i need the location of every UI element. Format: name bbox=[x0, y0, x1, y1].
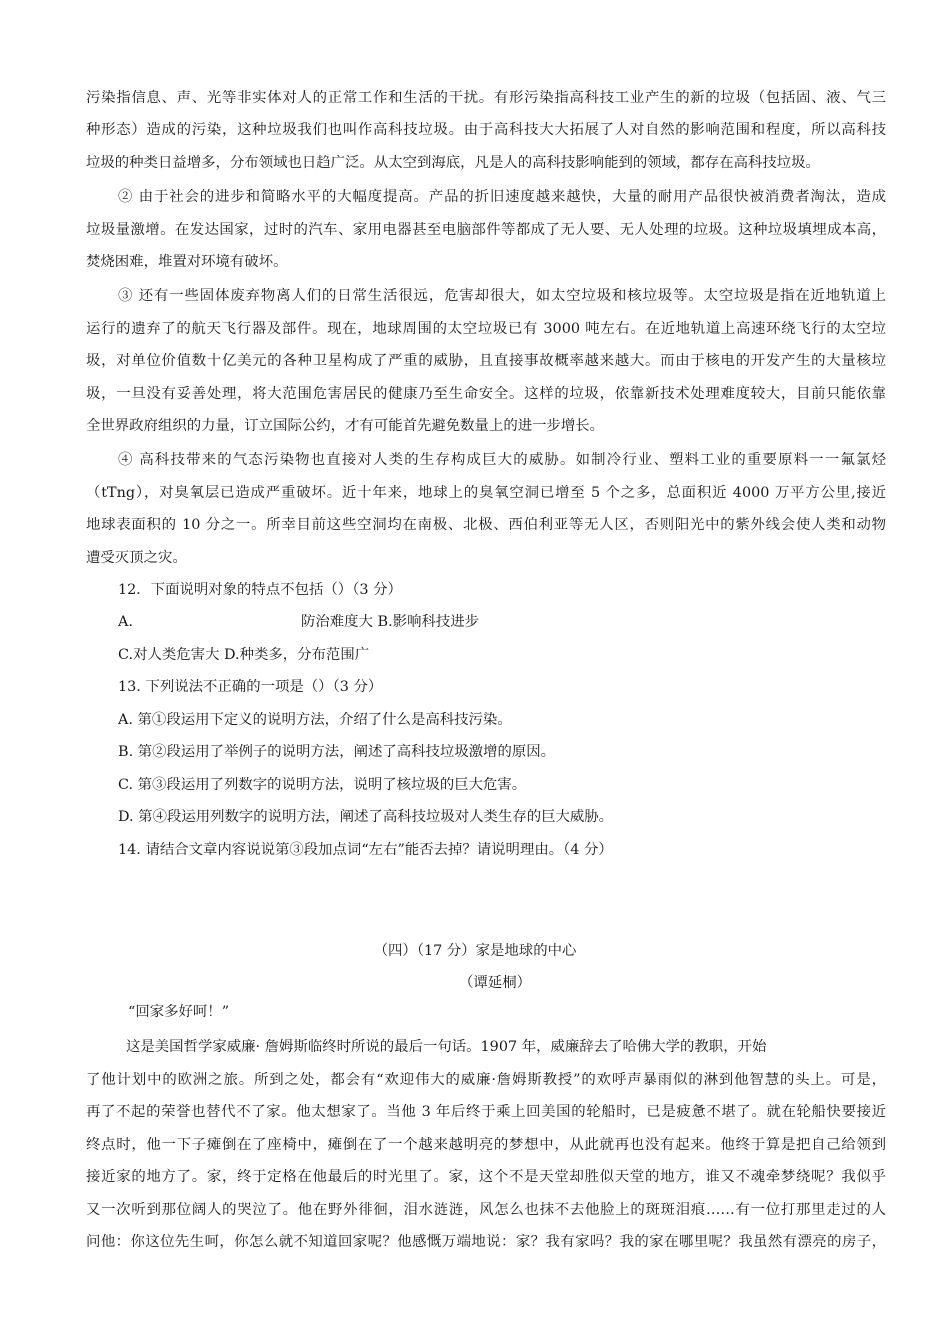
question-13-option-d: D. 第④段运用列数字的说明方法，阐述了高科技垃圾对人类生存的巨大威胁。 bbox=[118, 809, 614, 825]
para2-line-3: 焚烧困难，堆置对环境有破坏。 bbox=[86, 254, 288, 270]
section-4-body-line-3: 终点时，他一下子瘫倒在了座椅中，瘫倒在了一个越来越明亮的梦想中，从此就再也没有起来。他终于算是把自己给领到 bbox=[86, 1137, 886, 1153]
para3-line-5: 全世界政府组织的力量，订立国际公约，才有可能首先避免数量上的进一步增长。 bbox=[86, 418, 605, 434]
question-12-option-a-b: 防治难度大 B.影响科技进步 bbox=[301, 614, 480, 630]
section-4-title: （四）（17 分）家是地球的中心 bbox=[373, 943, 577, 959]
question-14-stem: 14. 请结合文章内容说说第③段加点词“左右”能否去掉？请说明理由。（4 分） bbox=[118, 842, 613, 858]
para3-line-1: ③ 还有一些固体废弃物离人们的日常生活很远，危害却很大，如太空垃圾和核垃圾等。太空垃圾是指在近地轨道上 bbox=[118, 288, 886, 304]
section-4-first-line: 这是美国哲学家威廉· 詹姆斯临终时所说的最后一句话。1907 年，威廉辞去了哈佛大学的教职，开始 bbox=[126, 1039, 767, 1055]
section-4-body-line-6: 问他：你这位先生呵，你怎么就不知道回家呢？他感慨万端地说：家？我有家吗？我的家在哪里呢？我虽然有漂亮的房子， bbox=[86, 1234, 886, 1250]
question-12-options-ab bbox=[118, 612, 618, 632]
section-4-body-line-5: 又一次听到那位阔人的哭泣了。他在野外徘徊，泪水涟涟，风怎么也抹不去他脸上的斑斑泪痕……有一位打那里走过的人 bbox=[86, 1202, 886, 1218]
para3-line-4: 圾，一旦没有妥善处理，将大范围危害居民的健康乃至生命安全。这样的垃圾，依靠新技术处理难度较大，目前只能依靠 bbox=[86, 386, 886, 402]
section-4-body-line-4: 接近家的地方了。家，终于定格在他最后的时光里了。家，这个不是天堂却胜似天堂的地方，谁又不魂牵梦绕呢？我似乎 bbox=[86, 1169, 886, 1185]
intro-line-2: 种形态）造成的污染，这种垃圾我们也叫作高科技垃圾。由于高科技大大拓展了人对自然的影响范围和程度，所以高科技 bbox=[86, 122, 886, 138]
para4-line-2: （tTng），对臭氧层已造成严重破坏。近十年来，地球上的臭氧空洞已增至 5 个之多，总面积近 4000 万平方公里,接近 bbox=[86, 485, 886, 501]
question-13-option-b: B. 第②段运用了举例子的说明方法，阐述了高科技垃圾激增的原因。 bbox=[118, 744, 556, 760]
question-13-stem: 13. 下列说法不正确的一项是（）（3 分） bbox=[118, 679, 383, 695]
para3-line-2: 运行的遗弃了的航天飞行器及部件。现在，地球周围的太空垃圾已有 3000 吨左右。在近地轨道上高速环绕飞行的太空垃 bbox=[86, 321, 886, 337]
para4-line-3: 地球表面积的 10 分之一。所幸目前这些空洞均在南极、北极、西伯利亚等无人区，否则阳光中的紫外线会使人类和动物 bbox=[86, 517, 886, 533]
question-13-option-c: C. 第③段运用了列数字的说明方法，说明了核垃圾的巨大危害。 bbox=[118, 777, 527, 793]
question-12-options-cd: C.对人类危害大 D.种类多，分布范围广 bbox=[118, 647, 370, 663]
para4-line-1: ④ 高科技带来的气态污染物也直接对人类的生存构成巨大的威胁。如制冷行业、塑料工业的重要原料一一氟氯烃 bbox=[118, 452, 886, 468]
para2-line-1: ② 由于社会的进步和简略水平的大幅度提高。产品的折旧速度越来越快，大量的耐用产品很快被消费者淘汰，造成 bbox=[118, 189, 886, 205]
para2-line-2: 垃圾量激增。在发达国家，过时的汽车、家用电器甚至电脑部件等都成了无人要、无人处理的垃圾。这种垃圾填埋成本高， bbox=[86, 222, 886, 238]
intro-line-3: 垃圾的种类日益增多，分布领域也日趋广泛。从太空到海底，凡是人的高科技影响能到的领域，都存在高科技垃圾。 bbox=[86, 155, 820, 171]
question-13-option-a: A. 第①段运用下定义的说明方法，介绍了什么是高科技污染。 bbox=[118, 712, 512, 728]
intro-line-1: 污染指信息、声、光等非实体对人的正常工作和生活的干扰。有形污染指高科技工业产生的新的垃圾（包括固、液、气三 bbox=[86, 90, 886, 106]
question-12-stem: 12．下面说明对象的特点不包括（）（3 分） bbox=[118, 582, 402, 598]
para4-line-4: 遭受灭顶之灾。 bbox=[86, 550, 187, 566]
para3-line-3: 圾，对单位价值数十亿美元的各种卫星构成了严重的威胁，且直接事故概率越来越大。而由于核电的开发产生的大量核垃 bbox=[86, 353, 886, 369]
section-4-body-line-2: 再了不起的荣誉也替代不了家。他太想家了。当他 3 年后终于乘上回美国的轮船时，已是疲惫不堪了。就在轮船快要接近 bbox=[86, 1104, 886, 1120]
question-12-option-a-letter: A. bbox=[118, 614, 133, 630]
section-4-quote: “回家多好呵！” bbox=[128, 1004, 230, 1020]
section-4-author: （谭延桐） bbox=[459, 975, 531, 991]
section-4-body-line-1: 了他计划中的欧洲之旅。所到之处，都会有“欢迎伟大的威廉·詹姆斯教授”的欢呼声暴雨似的淋到他智慧的头上。可是， bbox=[86, 1072, 886, 1088]
